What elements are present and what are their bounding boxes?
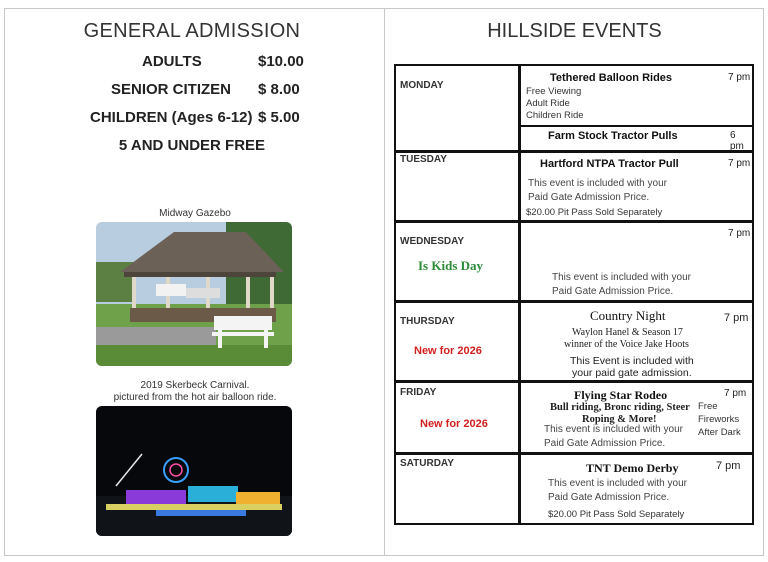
thursday-desc-2: winner of the Voice Jake Hoots [564, 339, 689, 350]
tuesday-note-1: This event is included with your [528, 178, 667, 189]
carnival-caption-line1: 2019 Skerbeck Carnival. [140, 380, 250, 391]
saturday-time: 7 pm [716, 460, 741, 472]
tuesday-event: Hartford NTPA Tractor Pull [540, 158, 679, 170]
friday-fireworks-3: After Dark [698, 427, 741, 438]
saturday-event: TNT Demo Derby [586, 461, 679, 475]
row-divider-wednesday [396, 300, 752, 303]
monday-time-2: 6 pm [730, 130, 744, 152]
events-title: HILLSIDE EVENTS [487, 20, 662, 42]
events-schedule-table [394, 64, 754, 525]
monday-event-tractor: Farm Stock Tractor Pulls [548, 130, 678, 142]
monday-item-1: Free Viewing [526, 86, 582, 97]
tuesday-note-3: $20.00 Pit Pass Sold Separately [526, 207, 663, 218]
tuesday-time: 7 pm [728, 158, 751, 169]
wednesday-note-1: This event is included with your [552, 272, 691, 283]
day-tuesday: TUESDAY [400, 154, 447, 165]
saturday-note-1: This event is included with your [548, 478, 687, 489]
children-price: $ 5.00 [258, 109, 300, 126]
carnival-caption-line2: pictured from the hot air balloon ride. [113, 392, 277, 403]
tuesday-note-2: Paid Gate Admission Price. [528, 192, 650, 203]
row-divider-thursday [396, 380, 752, 383]
friday-time: 7 pm [724, 388, 747, 399]
gazebo-caption: Midway Gazebo [159, 208, 231, 219]
saturday-note-3: $20.00 Pit Pass Sold Separately [548, 509, 685, 520]
thursday-note-2: your paid gate admission. [572, 367, 692, 379]
carnival-photo [96, 406, 292, 536]
carnival-image [96, 406, 292, 536]
day-saturday: SATURDAY [400, 458, 454, 469]
adults-price: $10.00 [258, 53, 304, 70]
senior-price: $ 8.00 [258, 81, 300, 98]
adults-label: ADULTS [142, 53, 202, 70]
gazebo-photo [96, 222, 292, 366]
saturday-note-2: Paid Gate Admission Price. [548, 492, 670, 503]
day-monday: MONDAY [400, 80, 444, 91]
senior-label: SENIOR CITIZEN [111, 81, 232, 98]
wednesday-time: 7 pm [728, 228, 751, 239]
wednesday-kids-day: Is Kids Day [418, 258, 484, 273]
monday-item-2: Adult Ride [526, 98, 570, 109]
day-friday: FRIDAY [400, 387, 437, 398]
monday-item-3: Children Ride [526, 110, 584, 121]
friday-desc-1: Bull riding, Bronc riding, Steer [550, 402, 690, 413]
monday-event-balloon: Tethered Balloon Rides [550, 72, 673, 84]
gazebo-image [96, 222, 292, 366]
friday-desc-2: Roping & More! [582, 414, 657, 425]
day-wednesday: WEDNESDAY [400, 236, 465, 247]
thursday-time: 7 pm [724, 312, 749, 324]
friday-new-badge: New for 2026 [420, 418, 488, 430]
thursday-new-badge: New for 2026 [414, 345, 482, 357]
friday-fireworks-1: Free [698, 401, 718, 412]
row-divider-tuesday [396, 220, 752, 223]
admission-title: GENERAL ADMISSION [83, 20, 301, 42]
thursday-note-1: This Event is included with [570, 355, 694, 367]
day-thursday: THURSDAY [400, 316, 455, 327]
row-divider-monday [396, 150, 752, 153]
page-divider [384, 8, 385, 556]
thursday-event: Country Night [590, 308, 666, 323]
friday-event: Flying Star Rodeo [574, 388, 668, 402]
friday-note-2: Paid Gate Admission Price. [544, 438, 666, 449]
children-label: CHILDREN (Ages 6-12) [90, 109, 253, 126]
friday-fireworks-2: Fireworks [698, 414, 740, 425]
thursday-desc-1: Waylon Hanel & Season 17 [572, 327, 683, 338]
row-divider-friday [396, 452, 752, 455]
free-admission-note: 5 AND UNDER FREE [118, 137, 266, 154]
wednesday-note-2: Paid Gate Admission Price. [552, 286, 674, 297]
friday-note-1: This event is included with your [544, 424, 683, 435]
monday-sub-divider [520, 125, 752, 127]
monday-time-1: 7 pm [728, 72, 751, 83]
